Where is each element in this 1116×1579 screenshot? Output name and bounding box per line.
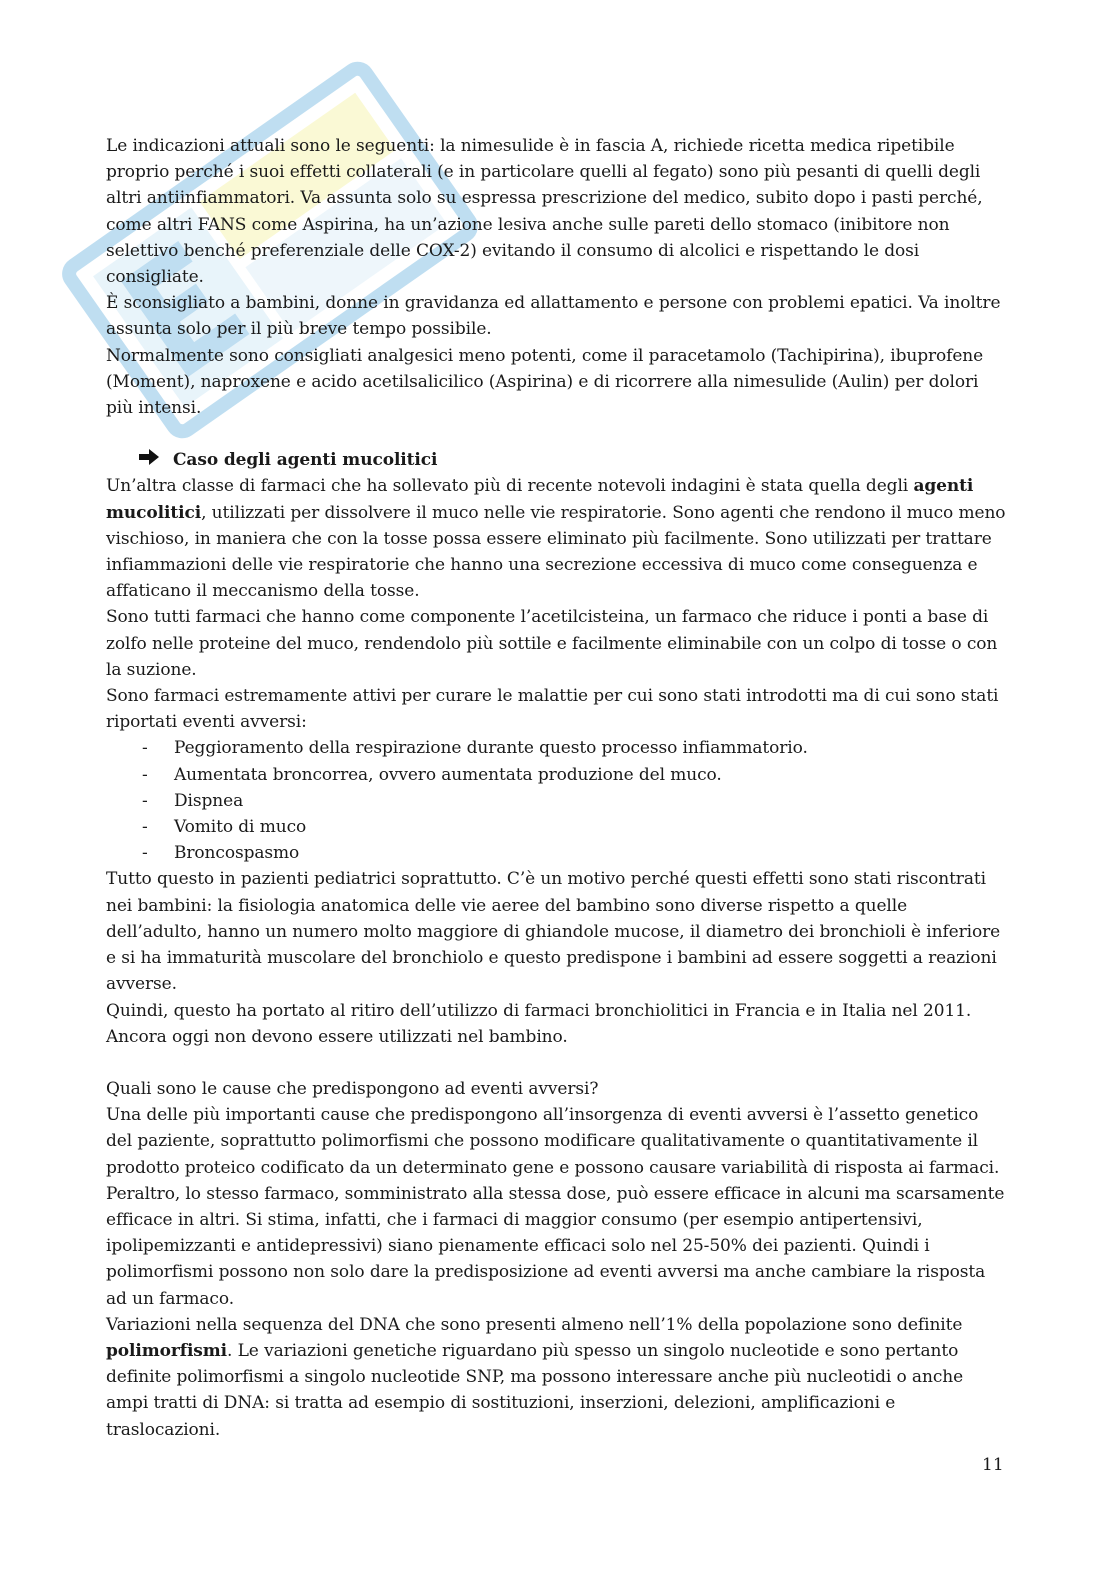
list-item: - Broncospasmo [106, 840, 1006, 866]
paragraph-alternatives: Normalmente sono consigliati analgesici meno potenti, come il paracetamolo (Tachipirina), ibuprofene (Moment), naproxene e acido acetilsalicilico (Aspirina) e di ricorrere alla nimesulide (Aulin) per dolori più intensi. [106, 345, 984, 419]
paragraph-contraindications: È sconsigliato a bambini, donne in gravidanza ed allattamento e persone con problemi epatici. Va inoltre assunta solo per il più breve tempo possibile. [106, 293, 1001, 340]
bold-term-polimorfismi: polimorfismi [106, 1340, 228, 1361]
paragraph-genetic-causes: Una delle più importanti cause che predispongono all’insorgenza di eventi avversi è l’assetto genetico del paziente, soprattutto polimorfismi che possono modificare qualitativamente o quantitativamente il prodotto proteico codificato da un determinato gene e possono causare variabilità di risposta ai farmaci. Peraltro, lo stesso farmaco, somministrato alla stessa dose, può essere efficace in alcuni ma scarsamente efficace in altri. Si stima, infatti, che i farmaci di maggior consumo (per esempio antipertensivi, ipolipemizzanti e antidepressivi) siano pienamente efficaci solo nel 25-50% dei pazienti. Quindi i polimorfismi possono non solo dare la predisposizione ad eventi avversi ma anche cambiare la risposta ad un farmaco. [106, 1105, 1005, 1309]
paragraph-polymorphisms: Variazioni nella sequenza del DNA che sono presenti almeno nell’1% della popolazione sono definite polimorfismi. Le variazioni genetiche riguardano più spesso un singolo nucleotide e sono pertanto definite polimorfismi a singolo nucleotide SNP, ma possono interessare anche più nucleotidi o anche ampi tratti di DNA: si tratta ad esempio di sostituzioni, inserzioni, delezioni, amplificazioni e traslocazioni. [106, 1314, 964, 1440]
paragraph-acetylcysteine: Sono tutti farmaci che hanno come componente l’acetilcisteina, un farmaco che riduce i ponti a base di zolfo nelle proteine del muco, rendendolo più sottile e facilmente eliminabile con un colpo di tosse o con la suzione. [106, 607, 998, 680]
paragraph-withdrawal: Quindi, questo ha portato al ritiro dell’utilizzo di farmaci bronchiolitici in Francia e in Italia nel 2011. Ancora oggi non devono essere utilizzati nel bambino. [106, 1000, 972, 1047]
list-dash: - [142, 738, 148, 759]
document-body [106, 133, 1006, 1443]
arrow-right-icon [139, 447, 161, 473]
list-dash: - [142, 790, 148, 811]
page-number: 11 [982, 1455, 1004, 1475]
list-item: - Vomito di muco [106, 814, 1006, 840]
paragraph-adverse-events-intro: Sono farmaci estremamente attivi per curare le malattie per cui sono stati introdotti ma di cui sono stati riportati eventi avversi: [106, 686, 999, 733]
section-heading-mucolytics [106, 447, 1006, 473]
adverse-events-list [106, 735, 1006, 866]
bold-term-agenti-mucolitici: agenti mucolitici [106, 476, 974, 523]
paragraph-mucolytics-intro: Un’altra classe di farmaci che ha sollevato più di recente notevoli indagini è stata quella degli agenti mucolitici, utilizzati per dissolvere il muco nelle vie respiratorie. Sono agenti che rendono il muco meno vischioso, in maniera che con la tosse possa essere eliminato più facilmente. Sono utilizzati per trattare infiammazioni delle vie respiratorie che hanno una secrezione eccessiva di muco come conseguenza e affaticano il meccanismo della tosse. [106, 476, 1006, 602]
paragraph-nimesulide-indications: Le indicazioni attuali sono le seguenti: la nimesulide è in fascia A, richiede ricetta medica ripetibile proprio perché i suoi effetti collaterali (e in particolare quelli al fegato) sono più pesanti di quelli degli altri antiinfiammatori. Va assunta solo su espressa prescrizione del medico, subito dopo i pasti perché, come altri FANS come Aspirina, ha un’azione lesiva anche sulle pareti dello stomaco (inibitore non selettivo benché preferenziale delle COX-2) evitando il consumo di alcolici e rispettando le dosi consigliate. [106, 136, 983, 288]
list-item: - Aumentata broncorrea, ovvero aumentata produzione del muco. [106, 762, 1006, 788]
list-dash: - [142, 764, 148, 785]
list-item: - Peggioramento della respirazione durante questo processo infiammatorio. [106, 735, 1006, 761]
section-heading-text: Caso degli agenti mucolitici [173, 450, 438, 471]
list-dash: - [142, 843, 148, 864]
paragraph-pediatric: Tutto questo in pazienti pediatrici soprattutto. C’è un motivo perché questi effetti sono stati riscontrati nei bambini: la fisiologia anatomica delle vie aeree del bambino sono diverse rispetto a quelle dell’adulto, hanno un numero molto maggiore di ghiandole mucose, il diametro dei bronchioli è inferiore e si ha immaturità muscolare del bronchiolo e questo predispone i bambini ad essere soggetti a reazioni avverse. [106, 869, 1001, 995]
list-dash: - [142, 817, 148, 838]
paragraph-question: Quali sono le cause che predispongono ad eventi avversi? [106, 1078, 599, 1099]
list-item: - Dispnea [106, 788, 1006, 814]
